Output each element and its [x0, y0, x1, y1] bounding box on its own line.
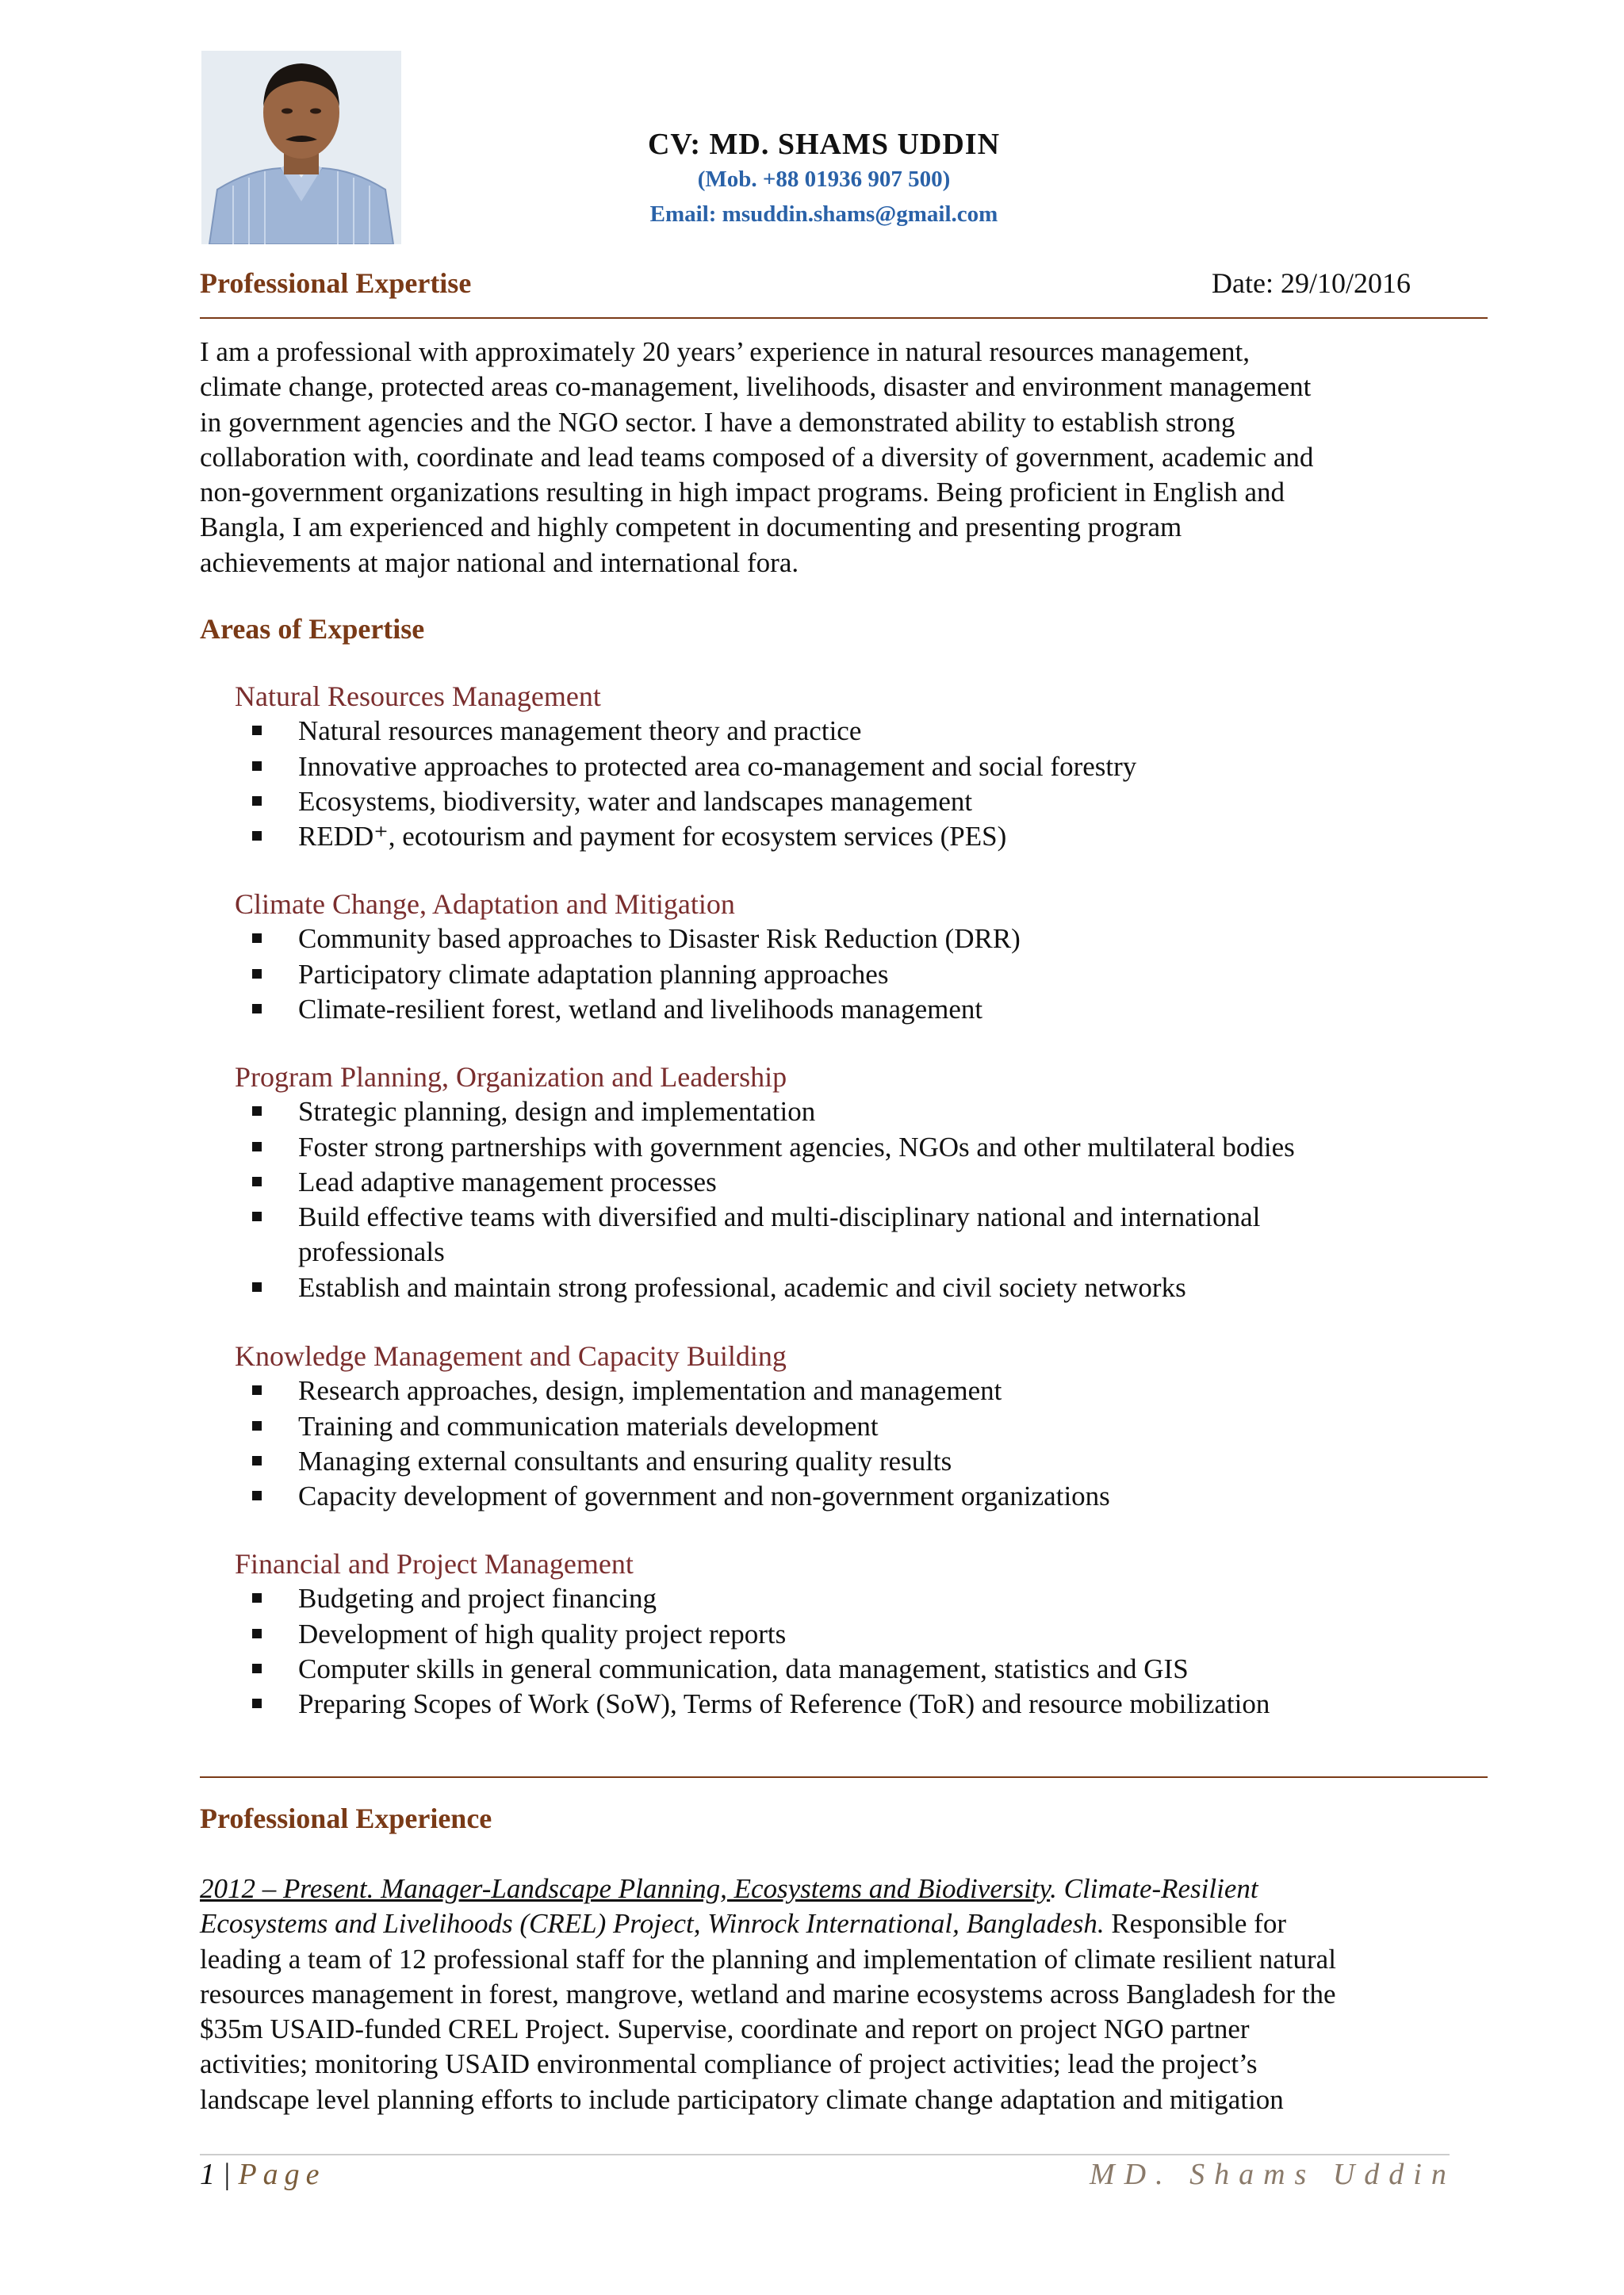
role-title: 2012 – Present. Manager-Landscape Planning, Ecosystems and Biodiversity [200, 1873, 1051, 1904]
bullet-list [235, 714, 1503, 854]
footer-divider [200, 2154, 1450, 2155]
summary-line: in government agencies and the NGO sector. I have a demonstrated ability to establish strong [200, 406, 1235, 438]
group-heading: Financial and Project Management [235, 1548, 634, 1580]
experience-entry: 2012 – Present. Manager-Landscape Planning, Ecosystems and Biodiversity. Climate-Resilient Ecosystems and Livelihoods (CREL) Project, Winrock International, Bangladesh. Responsible for leading a team of 12 professional staff for the planning and implementation of climate resilient natural resources management in forest, mangrove, wetland and marine ecosystems across Bangladesh for the $35m USAID-funded CREL Project. Supervise, coordinate and report on project NGO partner activities; monitoring USAID environmental compliance of project activities; lead the project’s landscape level planning efforts to include participatory climate change adaptation and mitigation [200, 1872, 1500, 2117]
bullet-list [235, 1374, 1503, 1514]
organization-name: Ecosystems and Livelihoods (CREL) Project, Winrock International, Bangladesh. [200, 1908, 1105, 1940]
square-bullet-icon [252, 1282, 262, 1292]
list-item: Training and communication materials development [235, 1409, 1503, 1444]
summary-line: non-government organizations resulting in high impact programs. Being proficient in English and [200, 477, 1285, 508]
page-footer-number [200, 2157, 326, 2192]
list-item: REDD⁺, ecotourism and payment for ecosystem services (PES) [235, 819, 1503, 854]
summary-line: climate change, protected areas co-management, livelihoods, disaster and environment management [200, 371, 1312, 403]
expertise-group-program-planning [235, 1059, 1503, 1305]
list-item: Community based approaches to Disaster Risk Reduction (DRR) [235, 921, 1503, 956]
list-item: Development of high quality project reports [235, 1617, 1503, 1652]
list-item: Participatory climate adaptation planning approaches [235, 957, 1503, 992]
experience-line: activities; monitoring USAID environmental compliance of project activities; lead the project’s [200, 2048, 1258, 2080]
list-item: Climate-resilient forest, wetland and livelihoods management [235, 992, 1503, 1027]
list-item: Capacity development of government and non-government organizations [235, 1479, 1503, 1514]
square-bullet-icon [252, 1004, 262, 1013]
bullet-list [235, 921, 1503, 1027]
document-date: Date: 29/10/2016 [1212, 267, 1411, 299]
square-bullet-icon [252, 1106, 262, 1116]
list-item: Foster strong partnerships with government agencies, NGOs and other multilateral bodies [235, 1130, 1503, 1165]
list-item: Research approaches, design, implementation and management [235, 1374, 1503, 1408]
areas-of-expertise-heading: Areas of Expertise [200, 613, 425, 645]
square-bullet-icon [252, 796, 262, 806]
list-item: Preparing Scopes of Work (SoW), Terms of Reference (ToR) and resource mobilization [235, 1687, 1503, 1722]
summary-line: Bangla, I am experienced and highly competent in documenting and presenting program [200, 511, 1182, 543]
summary-line: I am a professional with approximately 20 years’ experience in natural resources management, [200, 336, 1250, 367]
square-bullet-icon [252, 1212, 262, 1221]
expertise-group-climate-change [235, 887, 1503, 1027]
page-label: Page [238, 2158, 326, 2191]
summary-line: achievements at major national and international fora. [200, 546, 799, 578]
section-divider [200, 1776, 1488, 1778]
list-item: Natural resources management theory and practice [235, 714, 1503, 749]
square-bullet-icon [252, 1699, 262, 1708]
list-item: Lead adaptive management processes [235, 1165, 1503, 1200]
section-divider [200, 317, 1488, 319]
group-heading: Knowledge Management and Capacity Building [235, 1340, 787, 1372]
square-bullet-icon [252, 1629, 262, 1638]
bullet-list [235, 1581, 1503, 1722]
square-bullet-icon [252, 1491, 262, 1500]
square-bullet-icon [252, 726, 262, 735]
mobile-number: (Mob. +88 01936 907 500) [697, 167, 951, 192]
footer-author: MD. Shams Uddin [1090, 2158, 1456, 2191]
email-address[interactable]: Email: msuddin.shams@gmail.com [649, 201, 998, 227]
square-bullet-icon [252, 1177, 262, 1186]
expertise-group-knowledge-management [235, 1339, 1503, 1514]
experience-line: leading a team of 12 professional staff for the planning and implementation of climate resilient natural [200, 1943, 1336, 1975]
square-bullet-icon [252, 1664, 262, 1673]
square-bullet-icon [252, 969, 262, 979]
list-item: Establish and maintain strong professional, academic and civil society networks [235, 1270, 1503, 1305]
professional-experience-heading: Professional Experience [200, 1803, 492, 1834]
list-item: Innovative approaches to protected area co-management and social forestry [235, 749, 1503, 784]
experience-line: $35m USAID-funded CREL Project. Supervise, coordinate and report on project NGO partner [200, 2013, 1250, 2045]
list-item: Budgeting and project financing [235, 1581, 1503, 1616]
list-item: Ecosystems, biodiversity, water and landscapes management [235, 784, 1503, 819]
experience-line: resources management in forest, mangrove, wetland and marine ecosystems across Bangladesh for the [200, 1978, 1336, 2010]
list-item: Strategic planning, design and implementation [235, 1094, 1503, 1129]
group-heading: Program Planning, Organization and Leadership [235, 1061, 787, 1093]
experience-line: landscape level planning efforts to include participatory climate change adaptation and mitigation [200, 2083, 1284, 2115]
page-number: 1 [200, 2158, 215, 2191]
expertise-group-natural-resources [235, 679, 1503, 854]
square-bullet-icon [252, 1421, 262, 1431]
group-heading: Natural Resources Management [235, 680, 601, 712]
square-bullet-icon [252, 761, 262, 771]
bullet-list [235, 1094, 1503, 1305]
square-bullet-icon [252, 1593, 262, 1603]
square-bullet-icon [252, 831, 262, 841]
professional-expertise-heading: Professional Expertise [200, 267, 472, 299]
list-item: Managing external consultants and ensuring quality results [235, 1444, 1503, 1479]
square-bullet-icon [252, 1456, 262, 1466]
footer-separator: | [222, 2158, 231, 2191]
list-item: Build effective teams with diversified and multi-disciplinary national and international professionals [235, 1200, 1503, 1270]
summary-line: collaboration with, coordinate and lead teams composed of a diversity of government, academic and [200, 441, 1314, 473]
expertise-group-financial-management [235, 1546, 1503, 1722]
square-bullet-icon [252, 1385, 262, 1395]
cv-title: CV: MD. SHAMS UDDIN [647, 128, 1001, 161]
square-bullet-icon [252, 933, 262, 943]
square-bullet-icon [252, 1142, 262, 1151]
group-heading: Climate Change, Adaptation and Mitigation [235, 888, 735, 920]
list-item: Computer skills in general communication, data management, statistics and GIS [235, 1652, 1503, 1687]
expertise-summary [200, 335, 1500, 580]
